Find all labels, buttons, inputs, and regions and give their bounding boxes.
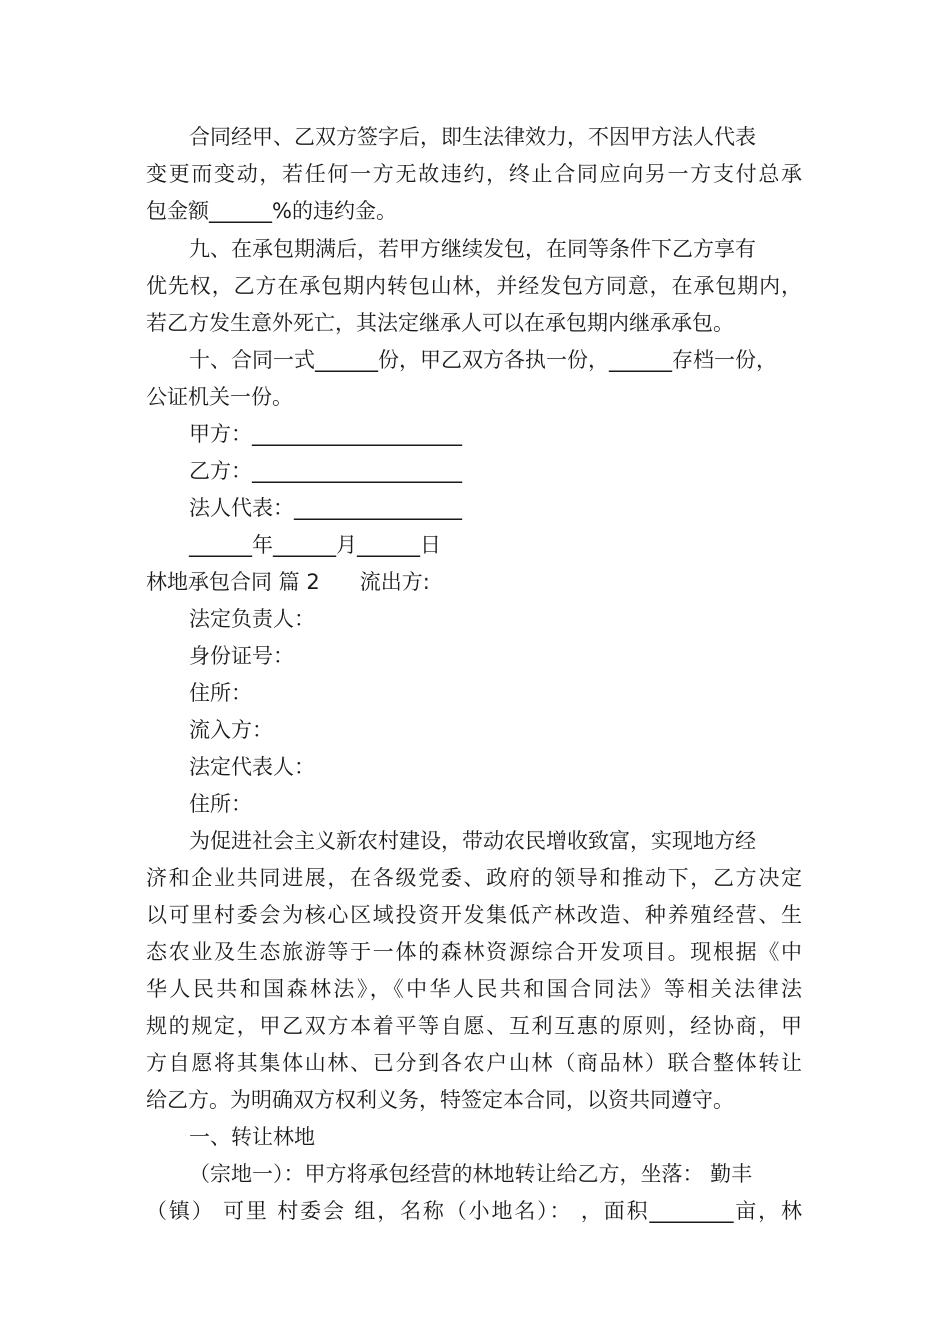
field-label: 流入方：	[189, 718, 273, 742]
paragraph-line: 优先权，乙方在承包期内转包山林，并经发包方同意，在承包期内，	[146, 274, 802, 298]
field-label: 法定负责人：	[189, 607, 315, 631]
signature-line-legal-rep: 法人代表：________________	[189, 496, 462, 520]
paragraph-line: 包金额______%的违约金。	[146, 199, 397, 223]
paragraph-line: 态农业及生态旅游等于一体的森林资源综合开发项目。现根据《中	[146, 940, 802, 964]
clause-heading: 一、转让林地	[189, 1125, 315, 1149]
paragraph-line: （镇） 可里 村委会 组，名称（小地名）： ，面积________亩，林	[146, 1199, 802, 1223]
signature-line-party-a: 甲方：____________________	[189, 422, 462, 446]
paragraph-line: 变更而变动，若任何一方无故违约，终止合同应向另一方支付总承	[146, 162, 802, 186]
paragraph-line: 规的规定，甲乙双方本着平等自愿、互利互惠的原则，经协商，甲	[146, 1014, 802, 1038]
paragraph-line: 十、合同一式______份，甲乙双方各执一份，______存档一份，	[189, 348, 777, 372]
paragraph-line: 方自愿将其集体山林、已分到各农户山林（商品林）联合整体转让	[146, 1051, 802, 1075]
transferor-label: 流出方:	[359, 570, 430, 594]
paragraph-line: 给乙方。为明确双方权利义务，特签定本合同，以资共同遵守。	[146, 1088, 734, 1112]
section-title: 林地承包合同 篇 2	[146, 570, 320, 594]
date-line: ______年______月______日	[189, 533, 441, 557]
paragraph-line: 华人民共和国森林法》，《中华人民共和国合同法》等相关法律法	[146, 977, 802, 1001]
field-label: 身份证号：	[189, 644, 294, 668]
field-label: 住所：	[189, 792, 252, 816]
field-label: 法定代表人：	[189, 755, 315, 779]
paragraph-line: 以可里村委会为核心区域投资开发集低产林改造、种养殖经营、生	[146, 903, 802, 927]
field-label: 住所：	[189, 681, 252, 705]
paragraph-line: 为促进社会主义新农村建设，带动农民增收致富，实现地方经	[189, 829, 756, 853]
paragraph-line: 若乙方发生意外死亡，其法定继承人可以在承包期内继承承包。	[146, 311, 734, 335]
paragraph-line: 九、在承包期满后，若甲方继续发包，在同等条件下乙方享有	[189, 237, 756, 261]
signature-line-party-b: 乙方：____________________	[189, 459, 462, 483]
section-heading	[146, 563, 430, 601]
paragraph-line: 济和企业共同进展，在各级党委、政府的领导和推动下，乙方决定	[146, 866, 802, 890]
paragraph-line: 公证机关一份。	[146, 385, 293, 409]
paragraph-line: （宗地一）：甲方将承包经营的林地转让给乙方，坐落： 勤丰	[189, 1162, 753, 1186]
paragraph-line: 合同经甲、乙双方签字后，即生法律效力，不因甲方法人代表	[189, 125, 756, 149]
